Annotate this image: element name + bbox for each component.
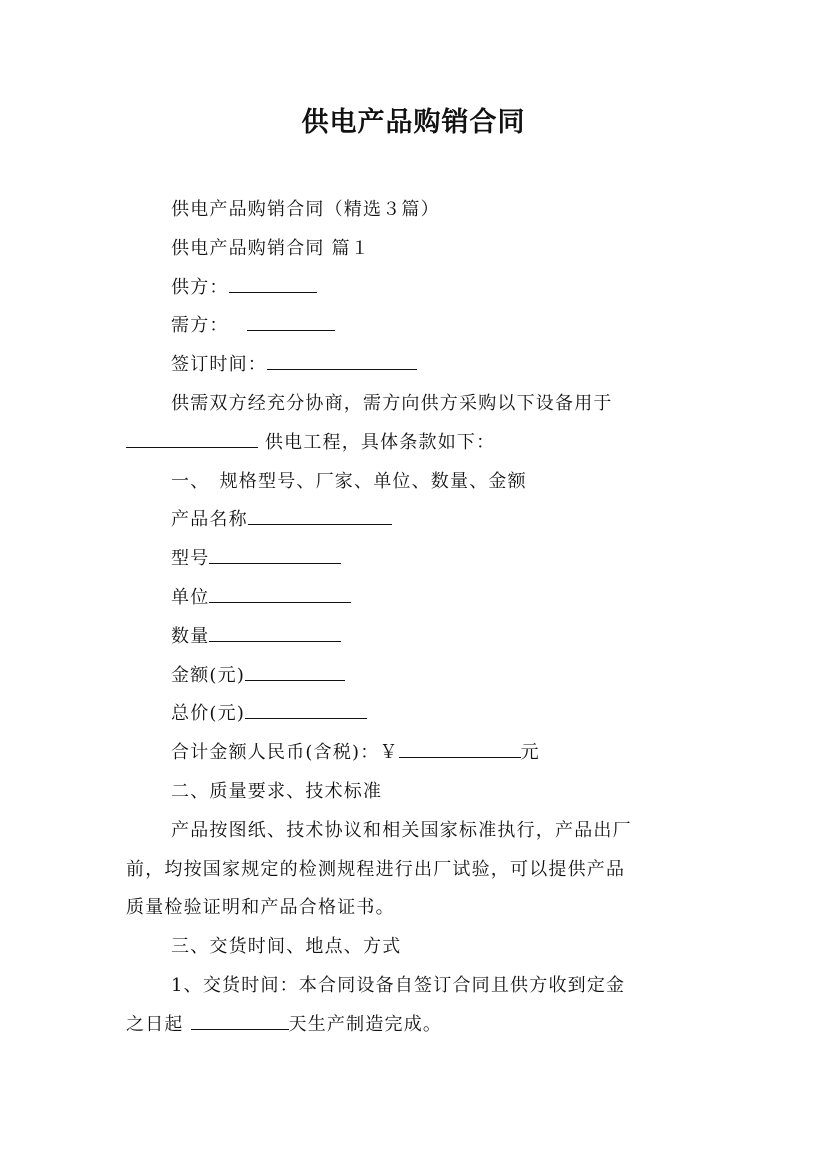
quality-line-1 [126, 812, 704, 851]
quality-line-3 [126, 889, 704, 928]
amount-label: 金额(元) [171, 664, 246, 686]
total-rmb-line [126, 734, 704, 773]
quantity-label: 数量 [171, 625, 210, 647]
model-label: 型号 [171, 548, 210, 570]
delivery-days-blank [191, 1007, 289, 1030]
delivery-line-2 [126, 1006, 704, 1045]
amount-line [126, 657, 704, 696]
quantity-blank [209, 619, 341, 642]
subheading-line [126, 230, 704, 269]
quality-text-3: 质量检验证明和产品合格证书。 [126, 897, 395, 919]
supplier-blank [229, 270, 317, 293]
unit-blank [209, 580, 351, 603]
model-blank [209, 541, 341, 564]
delivery-text-2a: 之日起 [126, 1013, 191, 1035]
total-label: 总价(元) [171, 703, 246, 725]
buyer-label: 需方： [171, 315, 229, 337]
section-1-line [126, 463, 704, 502]
product-name-blank [248, 502, 392, 525]
delivery-text-2b: 天生产制造完成。 [288, 1013, 443, 1035]
section-3-line [126, 928, 704, 967]
quality-text-1: 产品按图纸、技术协议和相关国家标准执行，产品出厂 [171, 819, 632, 841]
model-line [126, 540, 704, 579]
sign-time-blank [267, 347, 417, 370]
delivery-text-1: 1、交货时间：本合同设备自签订合同且供方收到定金 [171, 974, 626, 996]
section-1-heading: 一、 规格型号、厂家、单位、数量、金额 [171, 470, 527, 492]
quantity-line [126, 618, 704, 657]
total-line [126, 695, 704, 734]
unit-label: 单位 [171, 586, 210, 608]
total-blank [245, 696, 367, 719]
heading-text: 供电产品购销合同（精选３篇） [171, 199, 440, 220]
document-title: 供电产品购销合同 [301, 107, 526, 138]
section-3-heading: 三、交货时间、地点、方式 [171, 936, 402, 958]
intro-text-2: 供电工程，具体条款如下： [258, 431, 496, 453]
quality-line-2 [126, 851, 704, 890]
supplier-label: 供方： [171, 276, 229, 298]
delivery-line-1 [126, 967, 704, 1006]
section-2-line [126, 773, 704, 812]
section-2-heading: 二、质量要求、技术标准 [171, 780, 383, 802]
amount-blank [245, 658, 345, 681]
total-rmb-suffix: 元 [520, 742, 540, 764]
product-name-label: 产品名称 [171, 509, 248, 531]
heading-line [126, 191, 704, 230]
buyer-blank [247, 308, 335, 331]
subheading-text: 供电产品购销合同 篇１ [171, 237, 370, 259]
document-body [126, 191, 704, 1045]
intro-line-1 [126, 385, 704, 424]
quality-text-2: 前，均按国家规定的检测规程进行出厂试验，可以提供产品 [126, 858, 626, 880]
sign-time-label: 签订时间： [171, 354, 267, 376]
sign-time-line [126, 346, 704, 385]
intro-line-2 [126, 424, 704, 463]
product-name-line [126, 501, 704, 540]
project-blank [126, 425, 258, 448]
unit-line [126, 579, 704, 618]
supplier-line [126, 269, 704, 308]
buyer-line [126, 307, 704, 346]
intro-text-1: 供需双方经充分协商，需方向供方采购以下设备用于 [171, 392, 613, 414]
total-rmb-label: 合计金额人民币(含税)：￥ [171, 742, 399, 764]
total-rmb-blank [399, 735, 521, 758]
